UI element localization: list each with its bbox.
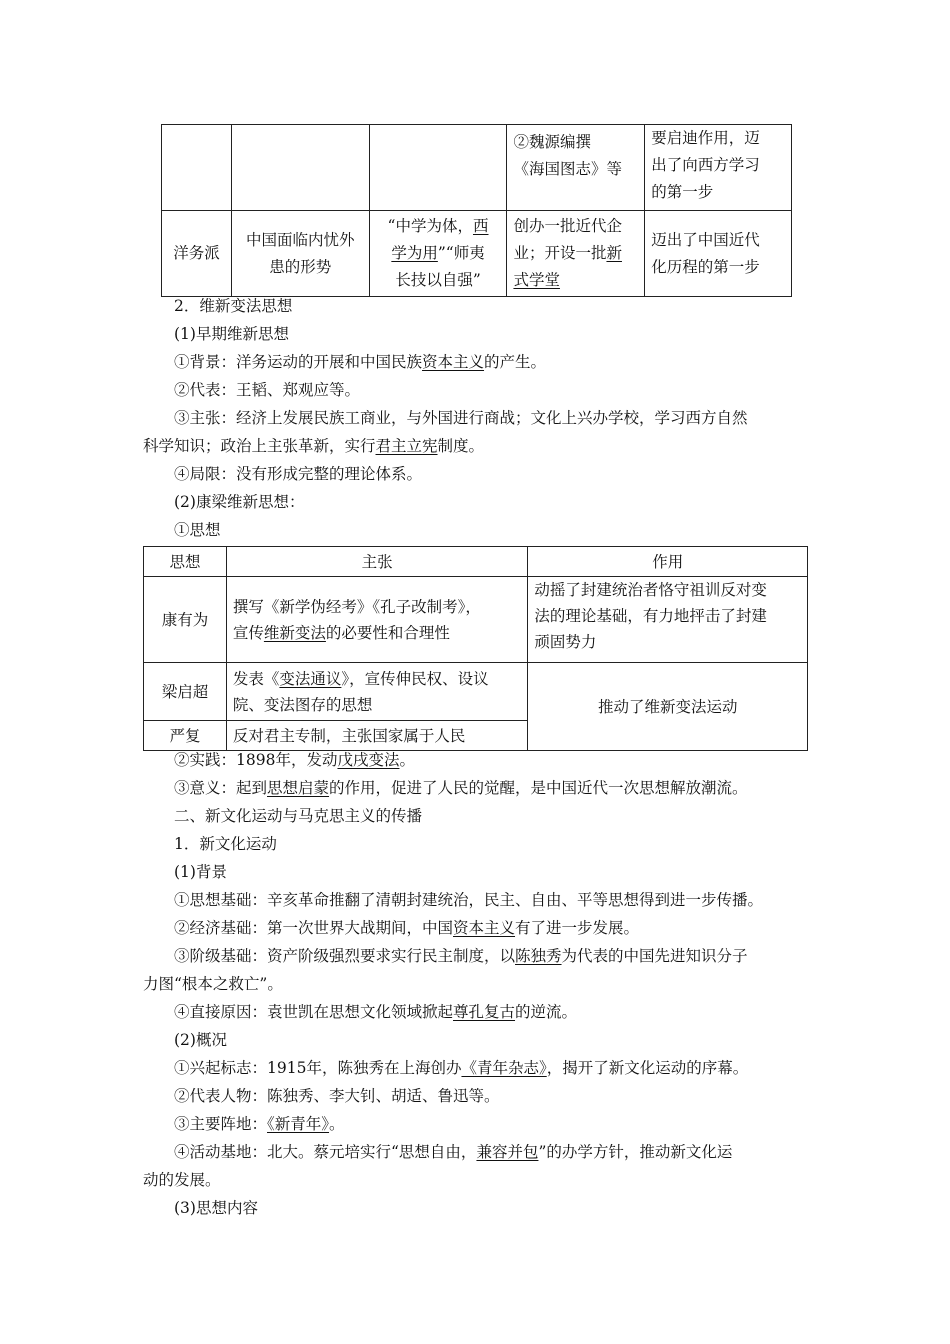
text-span: 有了进一步发展。 (515, 919, 640, 937)
cell-line: 化历程的第一步 (651, 257, 760, 276)
text-span: ③主要阵地： (174, 1115, 268, 1133)
table-row (144, 577, 808, 663)
cell-line: 长技以自强” (395, 271, 481, 289)
paragraph (143, 942, 808, 970)
paragraph: ①思想基础：辛亥革命推翻了清朝封建统治，民主、自由、平等思想得到进一步传播。 (174, 891, 764, 909)
table-cell (231, 211, 369, 297)
underlined-text: 维新变法 (263, 623, 326, 642)
paragraph: 动的发展。 (143, 1171, 221, 1189)
table-header-row (144, 547, 808, 577)
table-cell (226, 577, 528, 663)
underlined-text: 《青年杂志》 (461, 1059, 547, 1077)
text-span: ”的办学方针，推动新文化运 (538, 1143, 733, 1161)
cell-line: 动摇了封建统治者恪守祖训反对变 (534, 581, 767, 599)
subheading: (1)早期维新思想 (174, 325, 289, 343)
reform-thought-table (143, 546, 808, 751)
subheading: (1)背景 (174, 863, 227, 881)
text-span: ”“师夷 (437, 244, 485, 262)
cell-line: 迈出了中国近代 (651, 230, 760, 249)
text-span: 的逆流。 (515, 1003, 578, 1021)
subheading: (2)康梁维新思想： (174, 493, 305, 511)
cell-line (513, 240, 638, 267)
table-cell: 推动了维新变法运动 (528, 663, 808, 751)
paragraph: ②代表：王韬、郑观应等。 (174, 381, 361, 399)
text-span: 制度。 (437, 437, 485, 455)
table-cell (369, 211, 507, 297)
text-span: ①兴起标志：1915年，陈独秀在上海创办 (174, 1059, 462, 1077)
table-cell (507, 125, 645, 211)
paragraph (143, 1110, 808, 1138)
table-cell: 反对君主专制，主张国家属于人民 (226, 721, 528, 751)
cell-line (233, 666, 522, 692)
cell-line (233, 620, 522, 646)
text-span: ②经济基础：第一次世界大战期间，中国 (174, 919, 454, 937)
cell-line: 创办一批近代企 (513, 217, 622, 235)
cell-line: 出了向西方学习 (651, 156, 760, 174)
text-span: ④活动基地：北大。蔡元培实行“思想自由， (174, 1143, 477, 1161)
table-row (162, 211, 792, 297)
text-span: ，揭开了新文化运动的序幕。 (546, 1059, 749, 1077)
table-cell: 严复 (144, 721, 227, 751)
table-cell (231, 125, 369, 211)
underlined-text: 兼容并包 (476, 1143, 539, 1161)
table-cell (369, 125, 507, 211)
table-cell (528, 577, 808, 663)
paragraph (143, 998, 808, 1026)
table-cell: 洋务派 (162, 211, 232, 297)
text-span: ②实践：1898年，发动 (174, 751, 338, 769)
table-cell (645, 125, 792, 211)
text-span: “中学为体， (387, 217, 473, 235)
cell-line: 要启迪作用，迈 (651, 129, 760, 147)
paragraph (143, 432, 808, 460)
paragraph: 力图“根本之救亡”。 (143, 975, 283, 993)
cell-line: 顽固势力 (534, 633, 597, 651)
paragraph (143, 1054, 808, 1082)
cell-line: 的第一步 (651, 183, 714, 201)
paragraph (143, 348, 808, 376)
underlined-text: 尊孔复古 (453, 1003, 516, 1021)
table-cell (507, 211, 645, 297)
table-cell (226, 663, 528, 721)
underlined-text: 君主立宪 (375, 437, 438, 455)
cell-line: 法的理论基础，有力地抨击了封建 (534, 607, 767, 625)
paragraph: ③主张：经济上发展民族工商业，与外国进行商战；文化上兴办学校，学习西方自然 (174, 409, 748, 427)
underlined-text: 思想启蒙 (267, 779, 330, 797)
text-span: 。 (329, 1115, 345, 1133)
underlined-text: 新 (606, 244, 622, 262)
cell-line: 中国面临内忧外 (246, 230, 355, 249)
underlined-text: 资本主义 (453, 919, 516, 937)
underlined-text: 资本主义 (422, 353, 485, 371)
table-cell: 康有为 (144, 577, 227, 663)
text-span: 的作用，促进了人民的觉醒，是中国近代一次思想解放潮流。 (329, 779, 748, 797)
cell-line: 撰写《新学伪经考》《孔子改制考》， (232, 597, 481, 616)
text-span: ③阶级基础：资产阶级强烈要求实行民主制度，以 (174, 947, 516, 965)
text-span: 发表《 (232, 669, 280, 688)
paragraph (143, 746, 808, 774)
text-span: 》，宣传伸民权、设议 (341, 669, 489, 688)
text-span: ④直接原因：袁世凯在思想文化领域掀起 (174, 1003, 454, 1021)
text-span: ③意义：起到 (174, 779, 268, 797)
column-header: 主张 (226, 547, 528, 577)
text-span: 。 (399, 751, 415, 769)
underlined-text: 学为用 (391, 244, 438, 262)
paragraph (143, 774, 808, 802)
cell-line: 院、变法图存的思想 (232, 695, 373, 714)
column-header: 作用 (528, 547, 808, 577)
table-cell: 梁启超 (144, 663, 227, 721)
text-span: 宣传 (232, 623, 264, 642)
underlined-text: 戊戌变法 (337, 751, 400, 769)
underlined-text: 变法通议 (279, 669, 342, 688)
text-span: 的产生。 (484, 353, 547, 371)
cell-line (376, 213, 501, 240)
text-span: 的必要性和合理性 (325, 623, 450, 642)
table-row (144, 663, 808, 721)
paragraph (143, 914, 808, 942)
underlined-text: 西 (472, 217, 489, 235)
column-header: 思想 (144, 547, 227, 577)
paragraph: ②代表人物：陈独秀、李大钊、胡适、鲁迅等。 (174, 1087, 500, 1105)
table-row (162, 125, 792, 211)
table-cell (162, 125, 232, 211)
text-span: 为代表的中国先进知识分子 (561, 947, 748, 965)
text-span: ①背景：洋务运动的开展和中国民族 (174, 353, 423, 371)
table-cell (645, 211, 792, 297)
cell-line: 《海国图志》等 (513, 160, 622, 178)
thought-table-continued (161, 124, 792, 297)
underlined-text: 陈独秀 (515, 947, 562, 965)
cell-line: ②魏源编撰 (513, 133, 591, 151)
paragraph (143, 1138, 808, 1166)
cell-line: 患的形势 (269, 257, 332, 276)
cell-line: 式学堂 (513, 271, 560, 289)
section-heading: 1．新文化运动 (174, 835, 277, 853)
cell-line (376, 240, 501, 267)
underlined-text: 《新青年》 (267, 1115, 330, 1133)
subheading: (3)思想内容 (174, 1199, 258, 1217)
subheading: (2)概况 (174, 1031, 227, 1049)
section-heading: 2．维新变法思想 (174, 297, 293, 315)
text-span: 业；开设一批 (513, 244, 607, 262)
paragraph: ①思想 (174, 521, 221, 539)
section-heading: 二、新文化运动与马克思主义的传播 (174, 807, 423, 825)
text-span: 科学知识；政治上主张革新，实行 (143, 437, 376, 455)
paragraph: ④局限：没有形成完整的理论体系。 (174, 465, 423, 483)
